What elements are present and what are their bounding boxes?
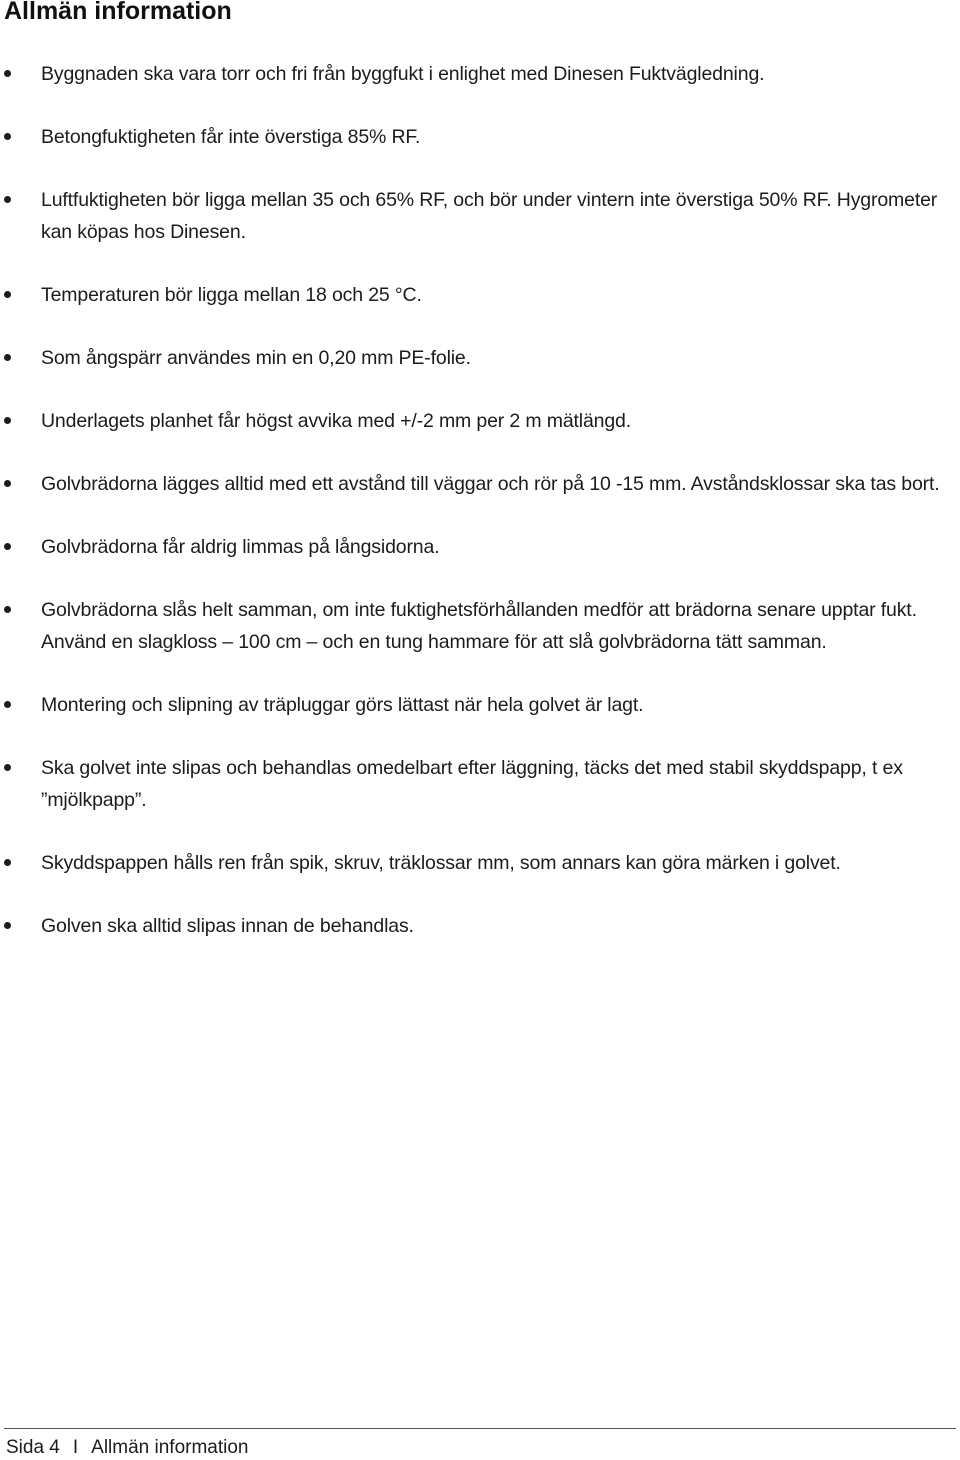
page-title: Allmän information xyxy=(4,0,232,25)
bullet-icon xyxy=(4,480,11,487)
list-item xyxy=(0,121,960,153)
bullet-icon xyxy=(4,701,11,708)
bullet-icon xyxy=(4,133,11,140)
footer-section-title: Allmän information xyxy=(91,1437,249,1458)
list-item xyxy=(0,468,960,500)
bullet-icon xyxy=(4,606,11,613)
list-item-text: Betongfuktigheten får inte överstiga 85% RF. xyxy=(41,126,421,148)
list-item xyxy=(0,594,960,658)
bullet-list xyxy=(0,58,960,973)
list-item xyxy=(0,405,960,437)
list-item-text: Montering och slipning av träpluggar görs lättast när hela golvet är lagt. xyxy=(41,694,644,716)
bullet-icon xyxy=(4,764,11,771)
bullet-icon xyxy=(4,354,11,361)
list-item xyxy=(0,279,960,311)
list-item-text: Luftfuktigheten bör ligga mellan 35 och 65% RF, och bör under vintern inte överstiga 50% RF. Hygrometer kan köpas hos Dinesen. xyxy=(41,189,938,243)
list-item-text: Golvbrädorna slås helt samman, om inte fuktighetsförhållanden medför att brädorna senare upptar fukt. Använd en slagkloss – 100 cm – och en tung hammare för att slå golvbrädorna tätt samman. xyxy=(41,599,917,653)
list-item xyxy=(0,531,960,563)
page-number: Sida 4 xyxy=(6,1437,60,1458)
list-item-text: Golven ska alltid slipas innan de behandlas. xyxy=(41,915,414,937)
bullet-icon xyxy=(4,543,11,550)
bullet-icon xyxy=(4,859,11,866)
list-item-text: Som ångspärr användes min en 0,20 mm PE-folie. xyxy=(41,347,471,369)
footer-divider xyxy=(4,1428,956,1429)
bullet-icon xyxy=(4,291,11,298)
list-item-text: Underlagets planhet får högst avvika med +/-2 mm per 2 m mätlängd. xyxy=(41,410,632,432)
bullet-icon xyxy=(4,922,11,929)
page-footer xyxy=(6,1436,249,1460)
footer-separator: I xyxy=(72,1437,79,1458)
list-item-text: Temperaturen bör ligga mellan 18 och 25 °C. xyxy=(41,284,422,306)
list-item xyxy=(0,689,960,721)
list-item xyxy=(0,752,960,816)
bullet-icon xyxy=(4,196,11,203)
bullet-icon xyxy=(4,70,11,77)
list-item xyxy=(0,847,960,879)
list-item-text: Golvbrädorna lägges alltid med ett avstånd till väggar och rör på 10 -15 mm. Avståndsklossar ska tas bort. xyxy=(41,473,940,495)
bullet-icon xyxy=(4,417,11,424)
list-item-text: Golvbrädorna får aldrig limmas på långsidorna. xyxy=(41,536,440,558)
list-item-text: Byggnaden ska vara torr och fri från byggfukt i enlighet med Dinesen Fuktvägledning. xyxy=(41,63,765,85)
list-item-text: Skyddspappen hålls ren från spik, skruv, träklossar mm, som annars kan göra märken i golvet. xyxy=(41,852,841,874)
list-item-text: Ska golvet inte slipas och behandlas omedelbart efter läggning, täcks det med stabil skyddspapp, t ex ”mjölkpapp”. xyxy=(41,757,903,811)
list-item xyxy=(0,342,960,374)
list-item xyxy=(0,184,960,248)
list-item xyxy=(0,58,960,90)
list-item xyxy=(0,910,960,942)
